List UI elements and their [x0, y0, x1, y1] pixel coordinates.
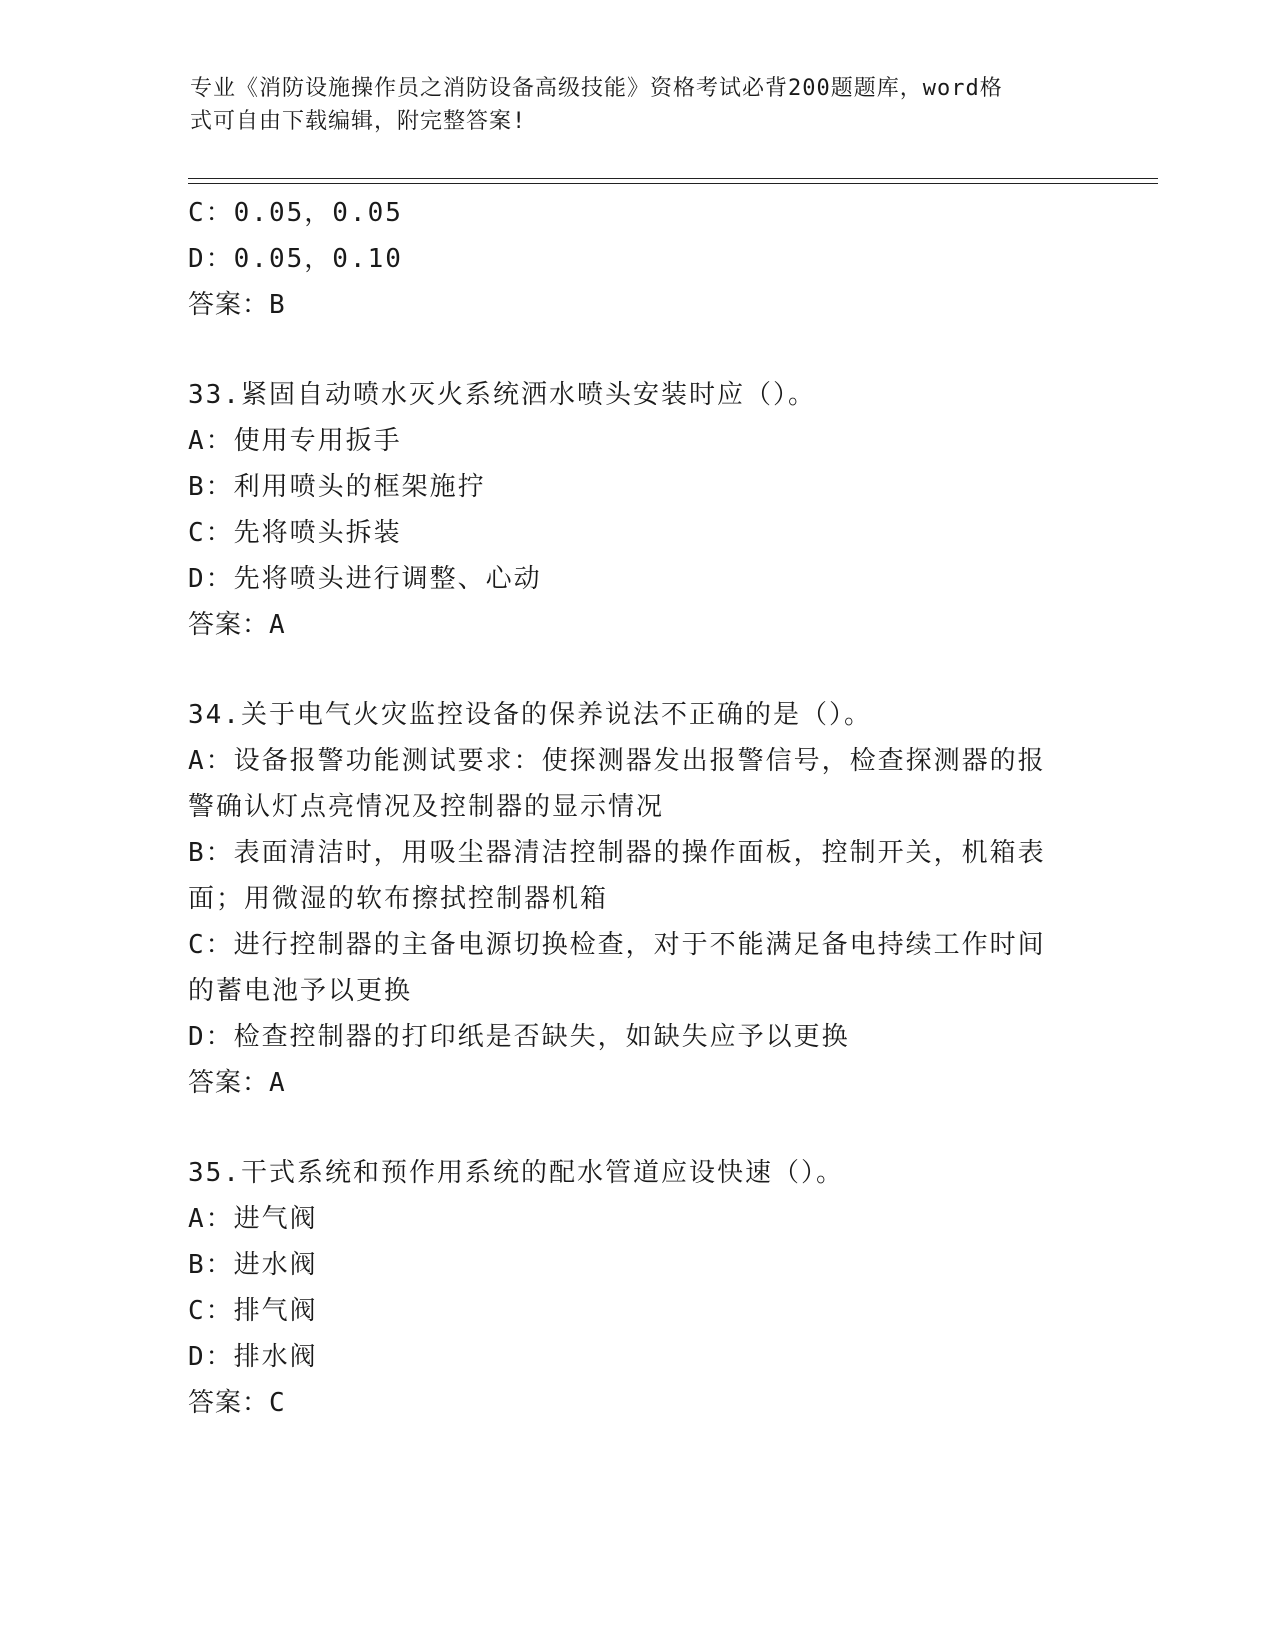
header-line-2: 式可自由下载编辑，附完整答案!	[190, 109, 527, 134]
option-d: D：0.05，0.10	[188, 244, 403, 274]
option-a: A：进气阀	[188, 1204, 318, 1234]
document-body	[188, 190, 1088, 1426]
header-rule-top	[188, 178, 1158, 179]
option-d: D：先将喷头进行调整、心动	[188, 564, 542, 594]
option-c: C：先将喷头拆装	[188, 518, 402, 548]
answer: 答案：C	[188, 1388, 286, 1418]
option-c: C：进行控制器的主备电源切换检查，对于不能满足备电持续工作时间	[188, 930, 1046, 960]
option-d: D：排水阀	[188, 1342, 318, 1372]
option-b: B：进水阀	[188, 1250, 318, 1280]
option-b-continued: 面；用微湿的软布擦拭控制器机箱	[188, 884, 609, 914]
option-a: A：使用专用扳手	[188, 426, 402, 456]
answer: 答案：A	[188, 610, 286, 640]
option-d: D：检查控制器的打印纸是否缺失，如缺失应予以更换	[188, 1022, 850, 1052]
header-line-1: 专业《消防设施操作员之消防设备高级技能》资格考试必背200题题库，word格	[190, 76, 1003, 101]
option-a: A：设备报警功能测试要求：使探测器发出报警信号，检查探测器的报	[188, 746, 1046, 776]
option-c-continued: 的蓄电池予以更换	[188, 976, 413, 1006]
question-35	[188, 1150, 1088, 1426]
prev-question	[188, 190, 1088, 328]
option-a-continued: 警确认灯点亮情况及控制器的显示情况	[188, 792, 665, 822]
question-stem: 35.干式系统和预作用系统的配水管道应设快速（）。	[188, 1158, 844, 1188]
answer: 答案：A	[188, 1068, 286, 1098]
question-33	[188, 372, 1088, 648]
question-stem: 33.紧固自动喷水灭火系统洒水喷头安装时应（）。	[188, 380, 816, 410]
option-c: C：0.05，0.05	[188, 198, 403, 228]
document-header	[190, 72, 1070, 138]
option-b: B：表面清洁时，用吸尘器清洁控制器的操作面板，控制开关，机箱表	[188, 838, 1046, 868]
option-b: B：利用喷头的框架施拧	[188, 472, 486, 502]
question-34	[188, 692, 1088, 1106]
answer: 答案：B	[188, 290, 286, 320]
header-rule-bottom	[188, 183, 1158, 184]
option-c: C：排气阀	[188, 1296, 318, 1326]
question-stem: 34.关于电气火灾监控设备的保养说法不正确的是（）。	[188, 700, 872, 730]
